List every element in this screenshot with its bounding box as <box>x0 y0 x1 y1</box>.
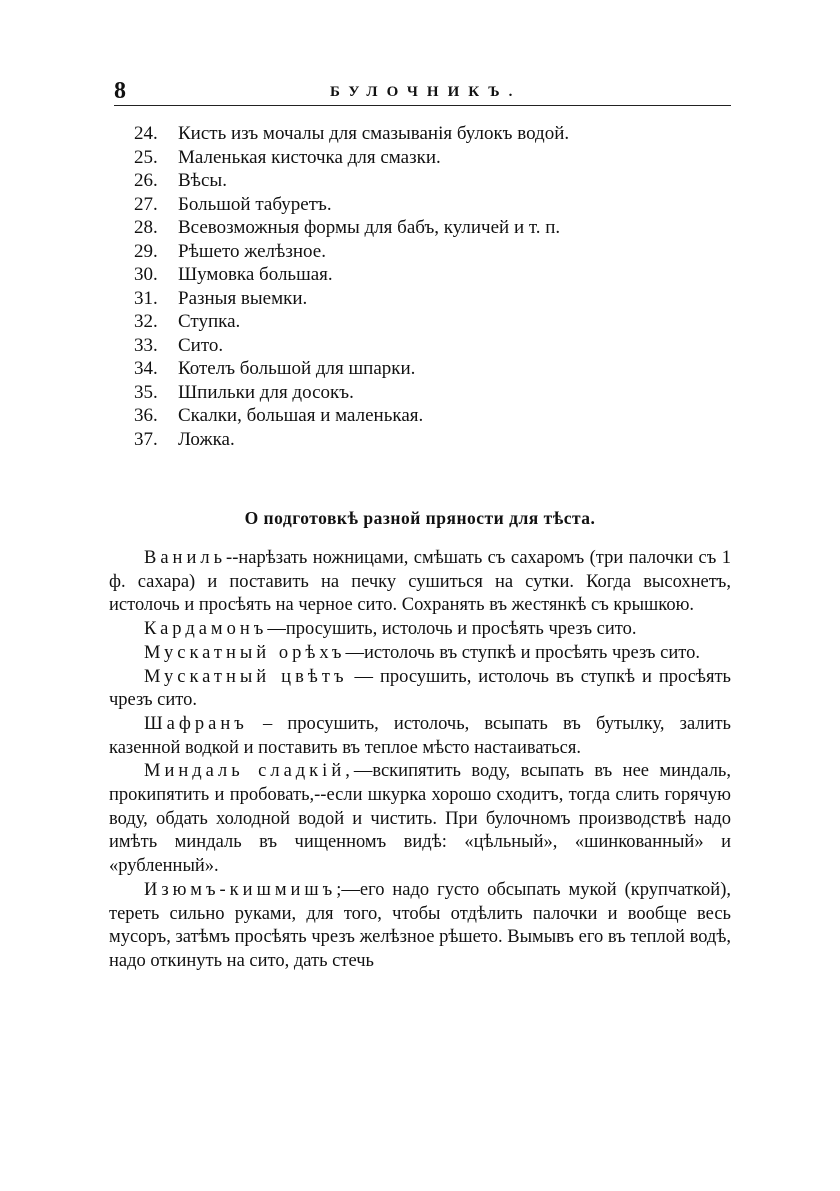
spice-term: Ваниль <box>144 548 227 568</box>
list-item <box>134 146 569 170</box>
paragraph-text: – просушить, истолочь, всыпать въ бутылку, залить казенной водкой и поставить въ теплое мѣсто настаиваться. <box>109 713 731 758</box>
paragraph-text: — просушить, истолочь въ ступкѣ и просѣять чрезъ сито. <box>109 666 731 711</box>
item-text: Рѣшето желѣзное. <box>178 240 326 262</box>
spice-term: Кардамонъ <box>144 619 268 640</box>
paragraph <box>109 618 731 642</box>
item-text: Шпильки для досокъ. <box>178 381 354 403</box>
paragraph <box>109 760 731 879</box>
item-number: 33. <box>134 334 158 356</box>
item-text: Сито. <box>178 334 224 356</box>
item-text: Всевозможныя формы для бабъ, куличей и т. п. <box>178 217 561 238</box>
paragraph <box>109 879 731 974</box>
item-text: Маленькая кисточка для смазки. <box>178 146 441 168</box>
item-text: Разныя выемки. <box>178 287 308 309</box>
list-item <box>134 193 569 217</box>
item-number: 24. <box>134 123 158 144</box>
paragraph-text: ;—его надо густо обсыпать мукой (крупчаткой), тереть сильно руками, для того, чтобы отдѣлить палочки и вообще весь мусоръ, затѣмъ просѣять чрезъ желѣзное рѣшето. Вымывъ его въ теплой водѣ, надо откинуть на сито, дать стечь <box>109 879 731 971</box>
paragraph-text: —просушить, истолочь и просѣять чрезъ сито. <box>267 619 637 640</box>
item-number: 25. <box>134 146 158 168</box>
item-text: Шумовка большая. <box>178 264 333 285</box>
item-number: 35. <box>134 381 158 403</box>
header-rule <box>114 105 731 106</box>
list-item <box>134 287 569 311</box>
list-item <box>134 357 569 381</box>
paragraph-text: —истолочь въ ступкѣ и просѣять чрезъ сито. <box>345 642 700 663</box>
item-text: Котелъ большой для шпарки. <box>178 358 416 379</box>
list-item <box>134 334 569 358</box>
item-text: Ложка. <box>178 428 235 450</box>
item-number: 32. <box>134 311 158 332</box>
spice-term: Мускатный цвѣтъ <box>144 666 348 687</box>
item-number: 28. <box>134 217 158 238</box>
item-number: 31. <box>134 287 158 309</box>
spice-term: Шафранъ <box>144 713 248 734</box>
list-item <box>134 428 569 452</box>
section-body <box>109 547 731 974</box>
section-heading: О подготовкѣ разной пряности для тѣста. <box>244 508 596 528</box>
paragraph <box>109 642 731 666</box>
list-item <box>134 381 569 405</box>
spice-term: Миндаль сладкій, <box>144 761 354 782</box>
paragraph-text: —вскипятить воду, всыпать въ нее миндаль, прокипятить и пробовать,--если шкурка хорошо сходитъ, тогда слить горячую воду, обдать холодной водой и чистить. При булочномъ производствѣ надо имѣть миндаль въ чищенномъ видѣ: «цѣльный», «шинкованный» и «рубленный». <box>109 761 731 877</box>
paragraph <box>109 547 731 618</box>
item-text: Ступка. <box>178 311 241 332</box>
item-number: 29. <box>134 240 158 262</box>
list-item <box>134 240 569 264</box>
list-item <box>134 404 569 428</box>
item-number: 27. <box>134 193 158 215</box>
tool-list <box>134 122 569 451</box>
list-item <box>134 169 569 193</box>
list-item <box>134 263 569 287</box>
item-text: Вѣсы. <box>178 170 227 191</box>
list-item <box>134 216 569 240</box>
item-text: Большой табуретъ. <box>178 193 332 215</box>
item-number: 26. <box>134 170 158 191</box>
running-title: БУЛОЧНИКЪ. <box>330 84 522 100</box>
list-item <box>134 310 569 334</box>
item-number: 34. <box>134 358 158 379</box>
spice-term: Мускатный орѣхъ <box>144 642 346 663</box>
list-item <box>134 122 569 146</box>
spice-term: Изюмъ-кишмишъ <box>144 879 337 900</box>
item-number: 37. <box>134 428 158 450</box>
item-number: 30. <box>134 264 158 285</box>
paragraph <box>109 666 731 713</box>
page-number: 8 <box>114 78 126 104</box>
paragraph <box>109 713 731 760</box>
item-text: Скалки, большая и маленькая. <box>178 405 424 426</box>
item-number: 36. <box>134 405 158 426</box>
item-text: Кисть изъ мочалы для смазыванія булокъ водой. <box>178 123 570 144</box>
paragraph-text: --нарѣзать ножницами, смѣшать съ сахаромъ (три палочки съ 1 ф. сахара) и поставить на печку сушиться на сутки. Когда высохнетъ, истолочь и просѣять на черное сито. Сохранять въ жестянкѣ съ крышкою. <box>109 548 731 616</box>
